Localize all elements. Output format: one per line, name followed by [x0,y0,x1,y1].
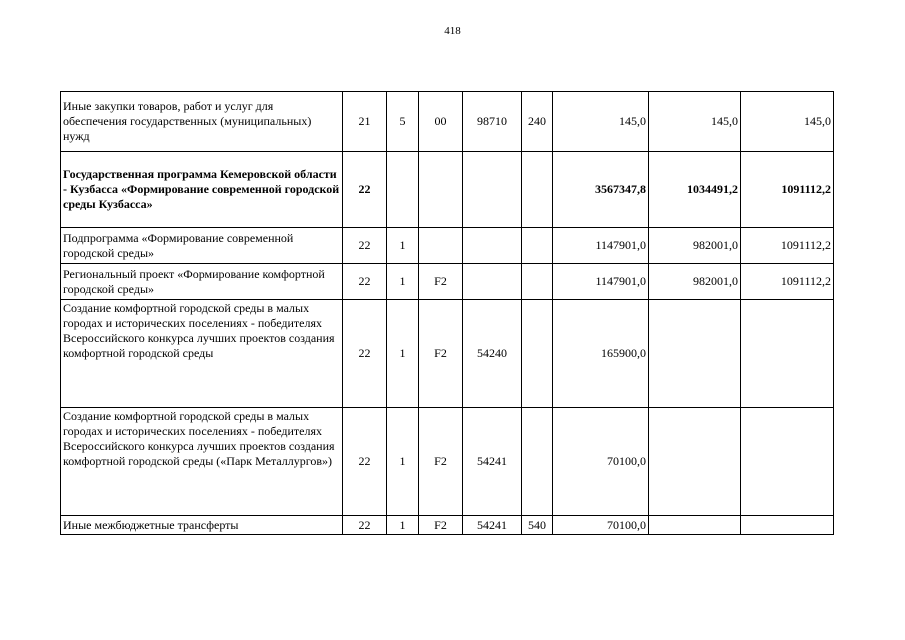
cell-code-3: F2 [419,300,463,408]
cell-value-2 [649,516,741,535]
row-name: Создание комфортной городской среды в малых городах и исторических поселениях - победителях Всероссийского конкурса лучших проектов создания комфортной городской среды («Парк Металлургов») [61,408,343,516]
cell-value-3 [741,408,834,516]
cell-value-2: 982001,0 [649,264,741,300]
cell-code-2: 5 [387,92,419,152]
table-row [61,300,834,408]
table-row [61,228,834,264]
cell-value-3: 1091112,2 [741,228,834,264]
cell-code-3 [419,152,463,228]
cell-code-2: 1 [387,264,419,300]
cell-value-1: 70100,0 [553,516,649,535]
cell-code-3: F2 [419,516,463,535]
row-name: Иные закупки товаров, работ и услуг для обеспечения государственных (муниципальных) нужд [61,92,343,152]
cell-code-1: 22 [343,300,387,408]
cell-value-2 [649,408,741,516]
cell-value-1: 70100,0 [553,408,649,516]
cell-code-4 [463,152,522,228]
cell-code-1: 22 [343,516,387,535]
cell-code-3: 00 [419,92,463,152]
cell-code-1: 21 [343,92,387,152]
table-row [61,92,834,152]
cell-value-1: 1147901,0 [553,264,649,300]
cell-code-3 [419,228,463,264]
cell-value-1: 145,0 [553,92,649,152]
page-number: 418 [444,25,461,37]
cell-code-5 [522,152,553,228]
budget-table [60,91,834,535]
table-row [61,516,834,535]
cell-code-1: 22 [343,264,387,300]
cell-value-2: 982001,0 [649,228,741,264]
cell-code-3: F2 [419,264,463,300]
cell-value-3: 145,0 [741,92,834,152]
table-row [61,408,834,516]
cell-value-1: 165900,0 [553,300,649,408]
cell-code-4 [463,228,522,264]
cell-code-1: 22 [343,408,387,516]
cell-code-4: 54240 [463,300,522,408]
cell-value-3 [741,516,834,535]
cell-code-5 [522,264,553,300]
cell-value-2 [649,300,741,408]
row-name: Создание комфортной городской среды в малых городах и исторических поселениях - победителях Всероссийского конкурса лучших проектов создания комфортной городской среды [61,300,343,408]
cell-value-2: 1034491,2 [649,152,741,228]
cell-code-5 [522,408,553,516]
row-name: Региональный проект «Формирование комфортной городской среды» [61,264,343,300]
cell-code-5 [522,228,553,264]
cell-value-1: 1147901,0 [553,228,649,264]
cell-value-2: 145,0 [649,92,741,152]
cell-code-5: 540 [522,516,553,535]
cell-code-2: 1 [387,228,419,264]
cell-code-5: 240 [522,92,553,152]
cell-code-2 [387,152,419,228]
cell-code-4: 54241 [463,408,522,516]
row-name: Государственная программа Кемеровской области - Кузбасса «Формирование современной городской среды Кузбасса» [61,152,343,228]
cell-value-3: 1091112,2 [741,152,834,228]
cell-code-4: 98710 [463,92,522,152]
cell-code-2: 1 [387,516,419,535]
cell-value-1: 3567347,8 [553,152,649,228]
table-row [61,264,834,300]
row-name: Иные межбюджетные трансферты [61,516,343,535]
cell-code-4: 54241 [463,516,522,535]
cell-value-3: 1091112,2 [741,264,834,300]
cell-code-2: 1 [387,408,419,516]
cell-code-3: F2 [419,408,463,516]
cell-code-1: 22 [343,152,387,228]
cell-code-5 [522,300,553,408]
cell-code-4 [463,264,522,300]
table-row [61,152,834,228]
row-name: Подпрограмма «Формирование современной городской среды» [61,228,343,264]
cell-code-1: 22 [343,228,387,264]
cell-code-2: 1 [387,300,419,408]
cell-value-3 [741,300,834,408]
